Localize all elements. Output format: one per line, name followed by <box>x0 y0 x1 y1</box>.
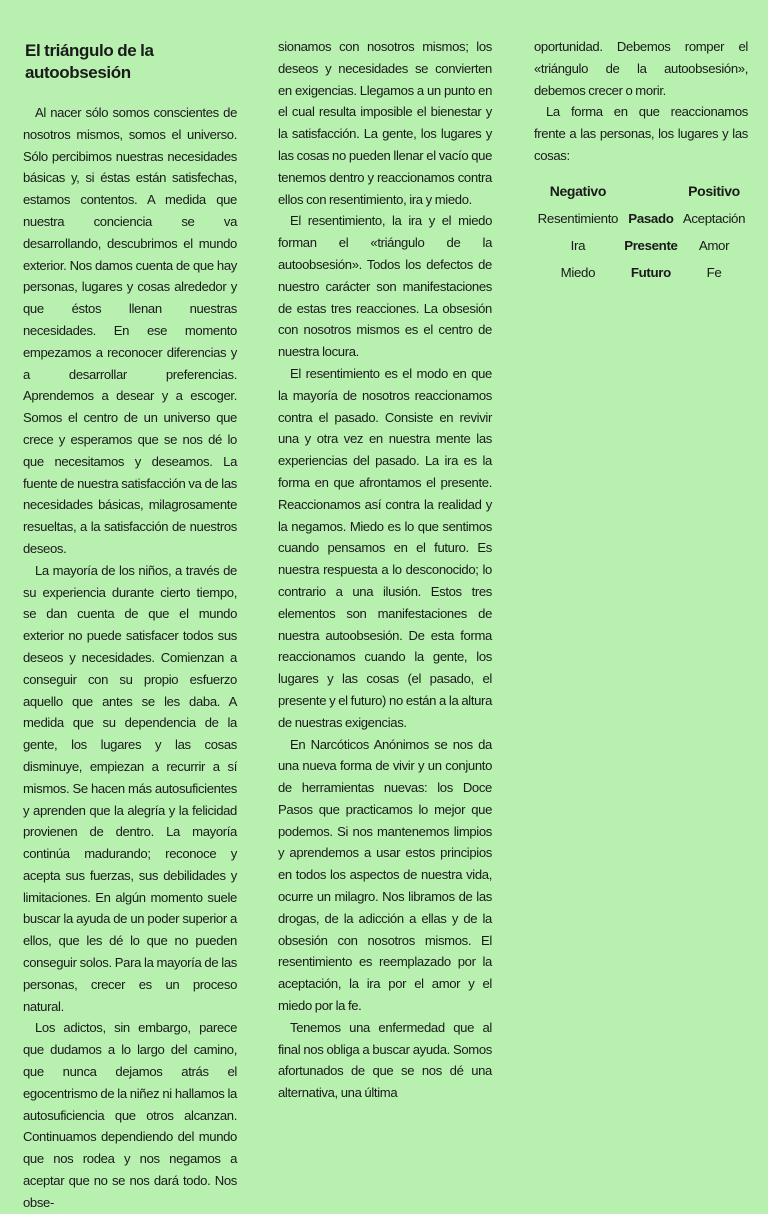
reaction-table <box>534 179 748 287</box>
cell-negative: Ira <box>570 238 586 254</box>
header-negative: Negativo <box>549 183 607 200</box>
paragraph: En Narcóticos Anónimos se nos da una nueva forma de vivir y un conjunto de herramientas nuevas: los Doce Pasos que practicamos lo mejor que podemos. Si nos mantenemos limpios y aprendemos a usar estos principios en todos los aspectos de nuestra vida, ocurre un milagro. Nos libramos de las drogas, de la adicción a ellas y de la obsesión con nosotros mismos. El resentimiento es reemplazado por la aceptación, la ira por el amor y el miedo por la fe. <box>278 736 492 1014</box>
cell-time: Pasado <box>628 211 674 227</box>
paragraph: Al nacer sólo somos conscientes de nosotros mismos, somos el universo. Sólo percibimos nuestras necesidades básicas y, si éstas están satisfechas, estamos contentos. A medida que nuestra conciencia se va desarrollando, descubrimos el mundo exterior. Nos damos cuenta de que hay personas, lugares y cosas alrededor y que éstos llenan nuestras necesidades. En ese momento empezamos a reconocer diferencias y a desarrollar preferencias. Aprendemos a desear y a escoger. Somos el centro de un universo que crece y esperamos que se nos dé lo que necesitamos y deseamos. La fuente de nuestra satisfacción va de las necesidades básicas, milagrosamente resueltas, a la satisfacción de nuestros deseos. <box>23 105 237 556</box>
header-time <box>622 179 680 206</box>
cell-time: Presente <box>624 238 678 254</box>
paragraph: La forma en que reaccionamos frente a las personas, los lugares y las cosas: <box>534 104 748 163</box>
cell-time: Futuro <box>630 265 671 281</box>
column-1 <box>23 36 237 1214</box>
cell-negative: Resentimiento <box>537 211 619 227</box>
paragraph: Tenemos una enfermedad que al final nos obliga a buscar ayuda. Somos afortunados de que se nos dé una alternativa, una última <box>278 1019 492 1101</box>
cell-positive: Aceptación <box>682 211 746 227</box>
article-title: El triángulo de la autoobsesión <box>25 41 154 82</box>
column-2 <box>278 36 492 1104</box>
column-3 <box>534 36 748 287</box>
paragraph: El resentimiento es el modo en que la mayoría de nosotros reaccionamos contra el pasado. Consiste en revivir una y otra vez en nuestra mente las experiencias del pasado. La ira es la forma en que afrontamos el presente. Reaccionamos así contra la realidad y la negamos. Miedo es lo que sentimos cuando pensamos en el futuro. Es nuestra respuesta a lo desconocido; lo contrario a una ilusión. Estos tres elementos son manifestaciones de nuestra autoobsesión. De esta forma reaccionamos cuando la gente, los lugares y las cosas (el pasado, el presente y el futuro) no están a la altura de nuestras exigencias. <box>278 365 492 730</box>
paragraph-continued: oportunidad. Debemos romper el «triángulo de la autoobsesión», debemos crecer o morir. <box>534 39 748 98</box>
table-row <box>534 206 748 233</box>
paragraph: Los adictos, sin embargo, parece que dudamos a lo largo del camino, que nunca dejamos atrás el egocentrismo de la niñez ni hallamos la autosuficiencia que otros alcanzan. Continuamos dependiendo del mundo que nos rodea y nos negamos a aceptar que no se nos dará todo. Nos obse- <box>23 1020 237 1210</box>
table-row <box>534 233 748 260</box>
cell-positive: Amor <box>698 238 730 254</box>
paragraph: El resentimiento, la ira y el miedo forman el «triángulo de la autoobsesión». Todos los defectos de nuestro carácter son manifestaciones de estas tres reacciones. La obsesión con nosotros mismos es el centro de nuestra locura. <box>278 213 492 360</box>
cell-positive: Fe <box>706 265 722 281</box>
table-header-row <box>534 179 748 206</box>
paragraph: La mayoría de los niños, a través de su experiencia durante cierto tiempo, se dan cuenta de que el mundo exterior no puede satisfacer todos sus deseos y necesidades. Comienzan a conseguir con su propio esfuerzo aquello que antes se les daba. A medida que su dependencia de la gente, los lugares y las cosas disminuye, empiezan a recurrir a sí mismos. Se hacen más autosuficientes y aprenden que la alegría y la felicidad provienen de dentro. La mayoría continúa madurando; reconoce y acepta sus fuerzas, sus debilidades y limitaciones. En algún momento suele buscar la ayuda de un poder superior a ellos, que les dé lo que no pueden conseguir solos. Para la mayoría de las personas, crecer es un proceso natural. <box>23 562 237 1014</box>
cell-negative: Miedo <box>560 265 596 281</box>
paragraph-continued: sionamos con nosotros mismos; los deseos y necesidades se convierten en exigencias. Llegamos a un punto en el cual resulta imposible el bienestar y la satisfacción. La gente, los lugares y las cosas no pueden llenar el vacío que tenemos dentro y reaccionamos contra ellos con resentimiento, ira y miedo. <box>278 39 492 207</box>
table-row <box>534 260 748 287</box>
header-positive: Positivo <box>688 183 740 200</box>
